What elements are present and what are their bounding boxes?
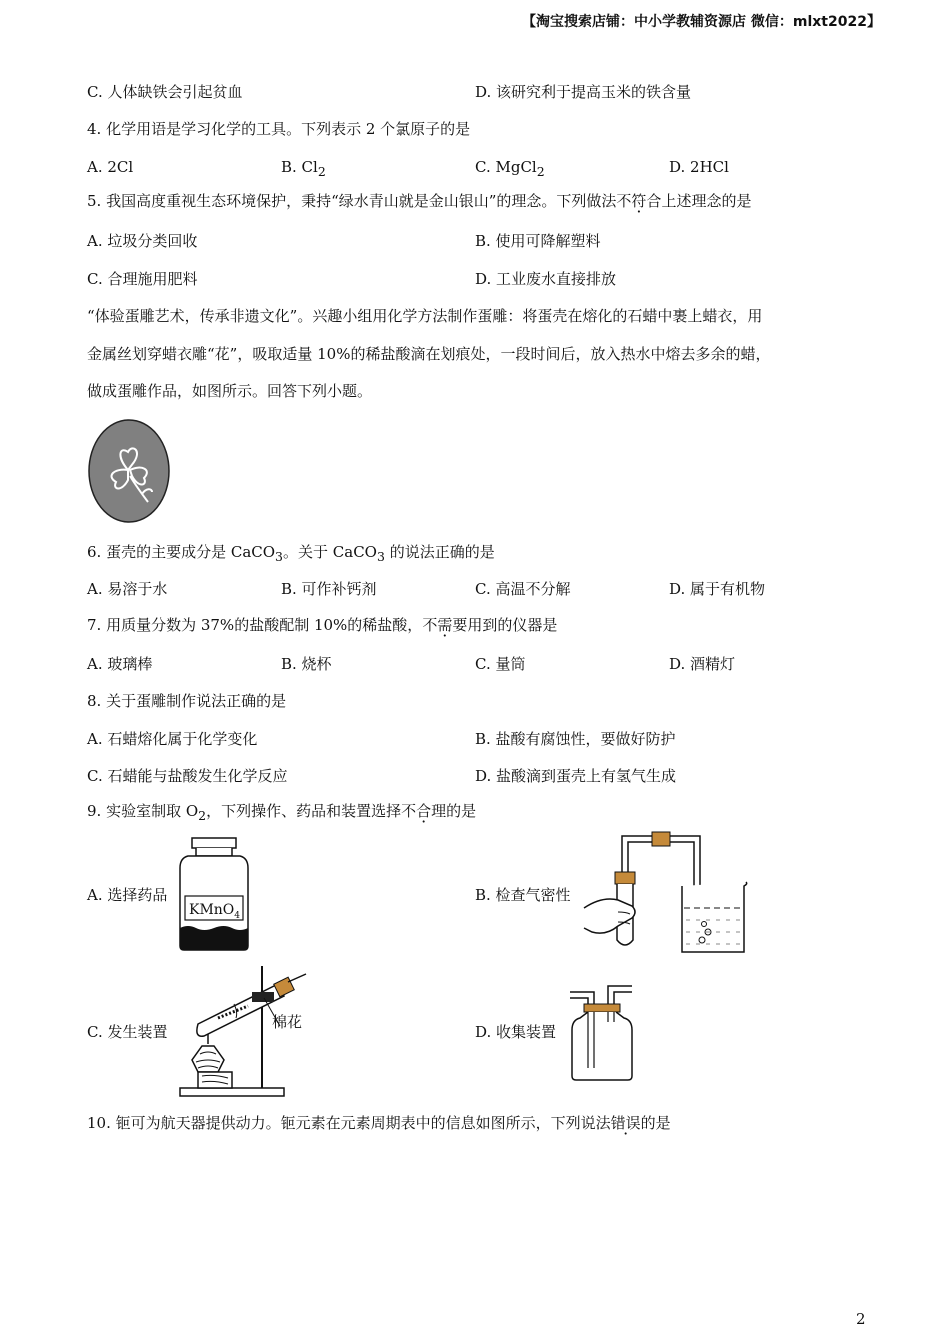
q5-stem — [87, 191, 751, 211]
q7-stem-post: 用到的仪器是 — [467, 616, 558, 634]
airtightness-check-figure — [582, 828, 752, 956]
q9-stem-a: 9. 实验室制取 O — [87, 802, 199, 820]
q10-stem-pre: 10. 钷可为航天器提供动力。钷元素在元素周期表中的信息如图所示，下列说法 — [87, 1114, 611, 1132]
q6-stem-a: 6. 蛋壳的主要成分是 CaCO — [87, 543, 276, 561]
q6-stem-sub-2: 3 — [376, 549, 385, 564]
q6-option-b: B. 可作补钙剂 — [281, 580, 377, 598]
page-header: 【淘宝搜索店铺：中小学教辅资源店 微信：mlxt2022】 — [522, 14, 881, 30]
q7-stem-emphasis: 不需要 — [422, 616, 468, 634]
cotton-label: 棉花 — [272, 1013, 303, 1031]
q5-stem-post: 上述理念的是 — [661, 192, 752, 210]
q7-option-b: B. 烧杯 — [281, 655, 332, 673]
q5-option-c: C. 合理施用肥料 — [87, 270, 198, 288]
q10-stem-post: 的是 — [640, 1114, 671, 1132]
q9-stem-c: 的是 — [446, 802, 477, 820]
q7-stem-pre: 7. 用质量分数为 37%的盐酸配制 10%的稀盐酸， — [87, 616, 423, 634]
q5-stem-emphasis: 不符合 — [616, 192, 662, 210]
q4-option-a: A. 2Cl — [87, 158, 134, 176]
q6-stem — [87, 542, 495, 567]
q8-stem: 8. 关于蛋雕制作说法正确的是 — [87, 692, 287, 710]
q9-option-c: C. 发生装置 — [87, 1023, 168, 1041]
q4-option-c-sub: 2 — [536, 164, 545, 179]
bottle-label-sub: 4 — [234, 911, 241, 921]
q5-option-d: D. 工业废水直接排放 — [475, 270, 617, 288]
q7-option-d: D. 酒精灯 — [669, 655, 736, 673]
q6-option-a: A. 易溶于水 — [87, 580, 168, 598]
q6-stem-sub-1: 3 — [275, 549, 283, 564]
q4-option-d: D. 2HCl — [669, 158, 729, 176]
passage-line-3: 做成蛋雕作品，如图所示。回答下列小题。 — [87, 382, 373, 400]
q8-option-a: A. 石蜡熔化属于化学变化 — [87, 730, 258, 748]
q8-option-c: C. 石蜡能与盐酸发生化学反应 — [87, 767, 288, 785]
q4-option-c — [475, 157, 545, 182]
q4-option-b-main: B. Cl — [281, 158, 318, 176]
q5-stem-pre: 5. 我国高度重视生态环境保护，秉持“绿水青山就是金山银山”的理念。下列做法 — [87, 192, 617, 210]
q9-stem-sub: 2 — [198, 808, 207, 823]
q9-stem-emphasis: 不合理 — [401, 802, 447, 820]
q6-option-d: D. 属于有机物 — [669, 580, 766, 598]
q7-option-c: C. 量筒 — [475, 655, 526, 673]
collection-bottle-figure — [568, 978, 638, 1084]
q5-option-a: A. 垃圾分类回收 — [87, 232, 198, 250]
q3-option-d: D. 该研究利于提高玉米的铁含量 — [475, 83, 692, 101]
q8-option-b: B. 盐酸有腐蚀性，要做好防护 — [475, 730, 676, 748]
q6-stem-b: 。关于 CaCO — [283, 543, 377, 561]
egg-carving-image — [86, 418, 172, 524]
q10-stem-emphasis: 错误 — [610, 1114, 641, 1132]
q6-stem-c: 的说法正确的是 — [384, 543, 495, 561]
q9-option-d: D. 收集装置 — [475, 1023, 557, 1041]
q8-option-d: D. 盐酸滴到蛋壳上有氢气生成 — [475, 767, 677, 785]
q9-option-b: B. 检查气密性 — [475, 886, 571, 904]
q3-option-c: C. 人体缺铁会引起贫血 — [87, 83, 243, 101]
bottle-label-main: KMnO — [189, 902, 235, 918]
q9-option-a: A. 选择药品 — [87, 886, 168, 904]
q9-stem — [87, 801, 476, 826]
q6-option-c: C. 高温不分解 — [475, 580, 571, 598]
q4-stem: 4. 化学用语是学习化学的工具。下列表示 2 个氯原子的是 — [87, 120, 471, 138]
q4-option-b — [281, 157, 326, 182]
q7-stem — [87, 615, 557, 635]
passage-line-1: “体验蛋雕艺术，传承非遗文化”。兴趣小组用化学方法制作蛋雕：将蛋壳在熔化的石蜡中裹上蜡衣，用 — [87, 307, 763, 325]
q9-stem-b: ，下列操作、药品和装置选择 — [206, 802, 402, 820]
q5-option-b: B. 使用可降解塑料 — [475, 232, 601, 250]
page-number: 2 — [856, 1310, 866, 1328]
q7-option-a: A. 玻璃棒 — [87, 655, 153, 673]
q4-option-c-main: C. MgCl — [475, 158, 537, 176]
q4-option-b-sub: 2 — [317, 164, 326, 179]
q10-stem — [87, 1113, 671, 1133]
reagent-bottle-figure — [178, 836, 250, 952]
passage-line-2: 金属丝划穿蜡衣雕“花”，吸取适量 10%的稀盐酸滴在划痕处，一段时间后，放入热水中熔去多余的蜡， — [87, 345, 771, 363]
